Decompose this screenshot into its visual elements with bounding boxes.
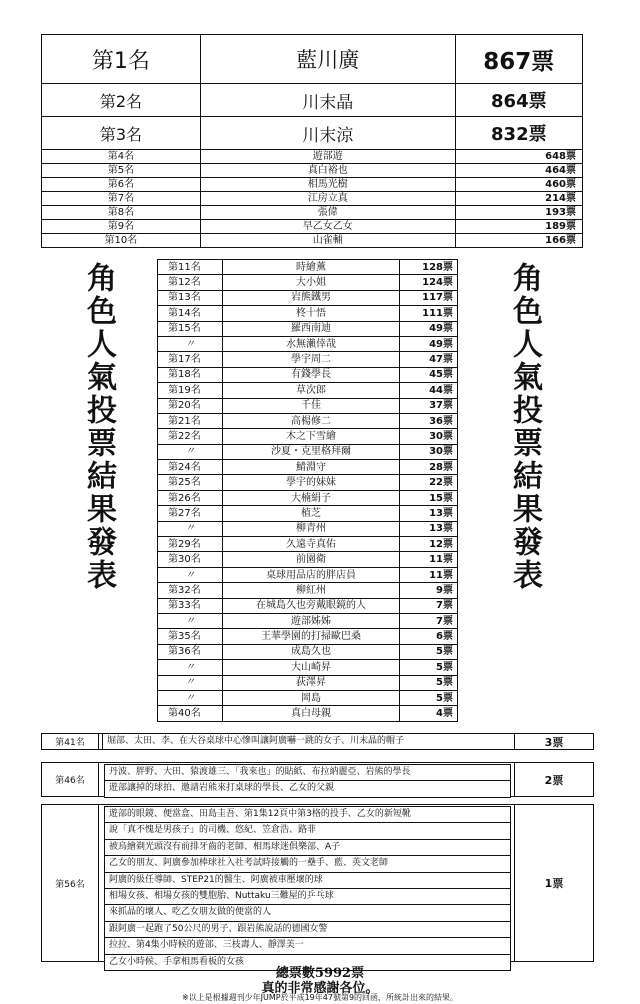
name-cell: 岩熊鐵男 (222, 290, 399, 305)
votes-cell: 460票 (455, 178, 582, 192)
votes-cell: 7票 (400, 598, 458, 613)
rank41-line: 堀部、太田、李、在大谷桌球中心慘叫讓阿廣嚇一跳的女子、川末晶的帽子 (102, 734, 511, 749)
mid-ranking-row (158, 537, 458, 552)
rank41-names (102, 734, 511, 749)
rank-cell: 第1名 (42, 35, 201, 84)
rank56-line: 拉拉、第4集小時候的遊部、三枝壽人、靜澤美一 (104, 937, 511, 954)
votes-cell: 5票 (400, 675, 458, 690)
name-cell: 柳紅州 (222, 583, 399, 598)
mid-ranking-row (158, 660, 458, 675)
mid-ranking-row (158, 306, 458, 321)
top-ranking-row (42, 150, 583, 164)
rank-cell: 第13名 (158, 290, 223, 305)
votes-cell: 124票 (400, 275, 458, 290)
votes-cell: 214票 (455, 192, 582, 206)
rank56-line: 被烏繪剃光頭沒有前排牙齒的老師、相馬球迷俱樂部、A子 (104, 839, 511, 856)
mid-ranking-row (158, 321, 458, 336)
votes-cell: 13票 (400, 521, 458, 536)
top-ranking-row (42, 117, 583, 150)
votes-cell: 648票 (455, 150, 582, 164)
mid-ranking-row (158, 336, 458, 351)
rank-cell: 〃 (158, 567, 223, 582)
top-ranking-row (42, 178, 583, 192)
name-cell: 有錢學長 (222, 367, 399, 382)
votes-cell: 193票 (455, 206, 582, 220)
mid-ranking-row (158, 275, 458, 290)
votes-cell: 464票 (455, 164, 582, 178)
rank-cell: 第24名 (158, 460, 223, 475)
mid-ranking-row (158, 629, 458, 644)
name-cell: 柳青州 (222, 521, 399, 536)
name-cell: 前園衛 (222, 552, 399, 567)
votes-cell: 11票 (400, 567, 458, 582)
rank56-votes: 1票 (514, 805, 593, 961)
rank46-line: 遊部讓掉的球拍、邀請岩熊來打桌球的學長、乙女的父親 (104, 780, 511, 797)
rank-cell: 第19名 (158, 383, 223, 398)
mid-ranking-row (158, 413, 458, 428)
rank-cell: 第22名 (158, 429, 223, 444)
votes-cell: 7票 (400, 613, 458, 628)
name-cell: 大山崎昇 (222, 660, 399, 675)
name-cell: 羅西南迪 (222, 321, 399, 336)
votes-cell: 9票 (400, 583, 458, 598)
votes-cell: 166票 (455, 234, 582, 248)
rank-cell: 第25名 (158, 475, 223, 490)
name-cell: 鯖淵守 (222, 460, 399, 475)
rank-cell: 第7名 (42, 192, 201, 206)
votes-cell: 15票 (400, 490, 458, 505)
name-cell: 桌球用品店的胖店員 (222, 567, 399, 582)
rank-cell: 第20名 (158, 398, 223, 413)
name-cell: 相馬光樹 (200, 178, 455, 192)
rank-cell: 第35名 (158, 629, 223, 644)
votes-cell: 45票 (400, 367, 458, 382)
mid-ranking-row (158, 383, 458, 398)
top-rankings-table (41, 34, 583, 248)
rank-cell: 第5名 (42, 164, 201, 178)
rank56-line: 乙女的朋友、阿廣參加棒球社入社考試時接觸的一壘手、藍、英文老師 (104, 855, 511, 872)
name-cell: 學宇周二 (222, 352, 399, 367)
mid-ranking-row (158, 460, 458, 475)
rank-cell: 第40名 (158, 706, 223, 721)
mid-ranking-row (158, 644, 458, 659)
name-cell: 時繪薰 (222, 260, 399, 275)
mid-rankings-table (157, 259, 458, 722)
rank56-line: 遊部的眼鏡、便當盒、田島圭吾、第1集12頁中第3格的投手、乙女的新短靴 (104, 806, 511, 823)
rank-cell: 〃 (158, 336, 223, 351)
rank-cell: 第17名 (158, 352, 223, 367)
name-cell: 王華學園的打掃歐巴桑 (222, 629, 399, 644)
name-cell: 久遠寺真佑 (222, 537, 399, 552)
top-ranking-row (42, 192, 583, 206)
rank-cell: 第2名 (42, 84, 201, 117)
rank-cell: 第29名 (158, 537, 223, 552)
name-cell: 草次郎 (222, 383, 399, 398)
votes-cell: 5票 (400, 644, 458, 659)
votes-cell: 189票 (455, 220, 582, 234)
source-note: ※以上是根據週刊少年JUMP於平成19年47號第9的回函，所統計出來的結果。 (181, 993, 459, 1002)
rank56-line: 來抓晶的壞人、吃乙女朋友做的便當的人 (104, 904, 511, 921)
votes-cell: 832票 (455, 117, 582, 150)
rank-cell: 〃 (158, 660, 223, 675)
name-cell: 沙夏・克里格拜爾 (222, 444, 399, 459)
rank-cell: 第18名 (158, 367, 223, 382)
rank56-box (41, 804, 594, 967)
name-cell: 岡島 (222, 690, 399, 705)
votes-cell: 22票 (400, 475, 458, 490)
name-cell: 水無瀨倖哉 (222, 336, 399, 351)
name-cell: 江房立真 (200, 192, 455, 206)
name-cell: 山雀輔 (200, 234, 455, 248)
votes-cell: 111票 (400, 306, 458, 321)
mid-ranking-row (158, 521, 458, 536)
mid-ranking-row (158, 690, 458, 705)
top-ranking-row (42, 35, 583, 84)
name-cell: 遊部姊姊 (222, 613, 399, 628)
votes-cell: 47票 (400, 352, 458, 367)
mid-ranking-row (158, 552, 458, 567)
name-cell: 遊部遊 (200, 150, 455, 164)
votes-cell: 37票 (400, 398, 458, 413)
rank-cell: 第15名 (158, 321, 223, 336)
rank-cell: 第21名 (158, 413, 223, 428)
rank-cell: 〃 (158, 613, 223, 628)
votes-cell: 864票 (455, 84, 582, 117)
rank56-names (104, 807, 511, 971)
name-cell: 木之下雪繪 (222, 429, 399, 444)
rank-cell: 第4名 (42, 150, 201, 164)
mid-ranking-row (158, 675, 458, 690)
votes-cell: 28票 (400, 460, 458, 475)
name-cell: 大小姐 (222, 275, 399, 290)
mid-ranking-row (158, 290, 458, 305)
mid-ranking-row (158, 444, 458, 459)
mid-ranking-row (158, 613, 458, 628)
top-ranking-row (42, 206, 583, 220)
rank56-line: 乙女小時候、手拿相馬看板的女孩 (104, 954, 511, 971)
mid-ranking-row (158, 352, 458, 367)
rank-cell: 第30名 (158, 552, 223, 567)
votes-cell: 867票 (455, 35, 582, 84)
total-votes: 總票數5992票 (275, 966, 365, 981)
name-cell: 真白裕也 (200, 164, 455, 178)
mid-ranking-row (158, 475, 458, 490)
mid-ranking-row (158, 506, 458, 521)
votes-cell: 44票 (400, 383, 458, 398)
top-ranking-row (42, 164, 583, 178)
rank-cell: 第8名 (42, 206, 201, 220)
votes-cell: 30票 (400, 444, 458, 459)
votes-cell: 5票 (400, 690, 458, 705)
votes-cell: 12票 (400, 537, 458, 552)
name-cell: 高楊修二 (222, 413, 399, 428)
mid-ranking-row (158, 490, 458, 505)
rank-cell: 第3名 (42, 117, 201, 150)
votes-cell: 11票 (400, 552, 458, 567)
rank-cell: 〃 (158, 690, 223, 705)
votes-cell: 13票 (400, 506, 458, 521)
votes-cell: 5票 (400, 660, 458, 675)
rank56-line: 阿廣的級任導師、STEP21的醫生、阿廣被車壓壞的球 (104, 872, 511, 889)
votes-cell: 49票 (400, 336, 458, 351)
name-cell: 張偉 (200, 206, 455, 220)
name-cell: 藍川廣 (200, 35, 455, 84)
name-cell: 植芝 (222, 506, 399, 521)
rank46-names (104, 765, 511, 798)
name-cell: 真白母親 (222, 706, 399, 721)
top-ranking-row (42, 84, 583, 117)
rank-cell: 第9名 (42, 220, 201, 234)
votes-cell: 128票 (400, 260, 458, 275)
mid-ranking-row (158, 367, 458, 382)
rank-cell: 第32名 (158, 583, 223, 598)
mid-ranking-row (158, 429, 458, 444)
rank-cell: 〃 (158, 444, 223, 459)
rank41-votes: 3票 (514, 734, 593, 749)
name-cell: 川末涼 (200, 117, 455, 150)
name-cell: 成島久也 (222, 644, 399, 659)
rank-cell: 第12名 (158, 275, 223, 290)
name-cell: 川末晶 (200, 84, 455, 117)
name-cell: 在城島久也旁戴眼鏡的人 (222, 598, 399, 613)
rank56-line: 跟阿廣一起跑了50公尺的男子、跟岩熊說話的德國女警 (104, 921, 511, 938)
rank56-line: 說「真不愧是男孩子」的司機、悠紀、笠倉浩、路菲 (104, 822, 511, 839)
rank46-votes: 2票 (514, 763, 593, 796)
rank-cell: 第14名 (158, 306, 223, 321)
thanks-message: 真的非常感謝各位。 (261, 981, 379, 996)
rank46-label: 第46名 (42, 763, 99, 796)
votes-cell: 4票 (400, 706, 458, 721)
votes-cell: 49票 (400, 321, 458, 336)
name-cell: 學宇的妹妹 (222, 475, 399, 490)
rank-cell: 第27名 (158, 506, 223, 521)
rank41-box (41, 733, 594, 750)
rank-cell: 第36名 (158, 644, 223, 659)
votes-cell: 117票 (400, 290, 458, 305)
rank46-box (41, 762, 594, 797)
mid-ranking-row (158, 398, 458, 413)
rank-cell: 〃 (158, 675, 223, 690)
name-cell: 柊十悟 (222, 306, 399, 321)
name-cell: 早乙女乙女 (200, 220, 455, 234)
rank-cell: 第10名 (42, 234, 201, 248)
mid-ranking-row (158, 583, 458, 598)
top-ranking-row (42, 234, 583, 248)
side-title-left: 角色人氣投票結果發表 (81, 262, 116, 592)
votes-cell: 30票 (400, 429, 458, 444)
top-ranking-row (42, 220, 583, 234)
rank56-label: 第56名 (42, 805, 99, 961)
votes-cell: 36票 (400, 413, 458, 428)
rank56-line: 相場女孩、相場女孩的雙胞胎、Nuttaku三難屋的乒乓球 (104, 888, 511, 905)
rank-cell: 第6名 (42, 178, 201, 192)
name-cell: 千佳 (222, 398, 399, 413)
mid-ranking-row (158, 567, 458, 582)
name-cell: 大楠絹子 (222, 490, 399, 505)
votes-cell: 6票 (400, 629, 458, 644)
name-cell: 荻澤昇 (222, 675, 399, 690)
mid-ranking-row (158, 706, 458, 721)
rank41-label: 第41名 (42, 734, 99, 749)
rank-cell: 第26名 (158, 490, 223, 505)
rank-cell: 〃 (158, 521, 223, 536)
rank-cell: 第11名 (158, 260, 223, 275)
mid-ranking-row (158, 598, 458, 613)
side-title-right: 角色人氣投票結果發表 (507, 262, 542, 592)
rank-cell: 第33名 (158, 598, 223, 613)
rank46-line: 丹波、胖野、大田、猿渡雄三、「我來也」的貼紙、布拉納麗亞、岩熊的學長 (104, 764, 511, 781)
mid-ranking-row (158, 260, 458, 275)
